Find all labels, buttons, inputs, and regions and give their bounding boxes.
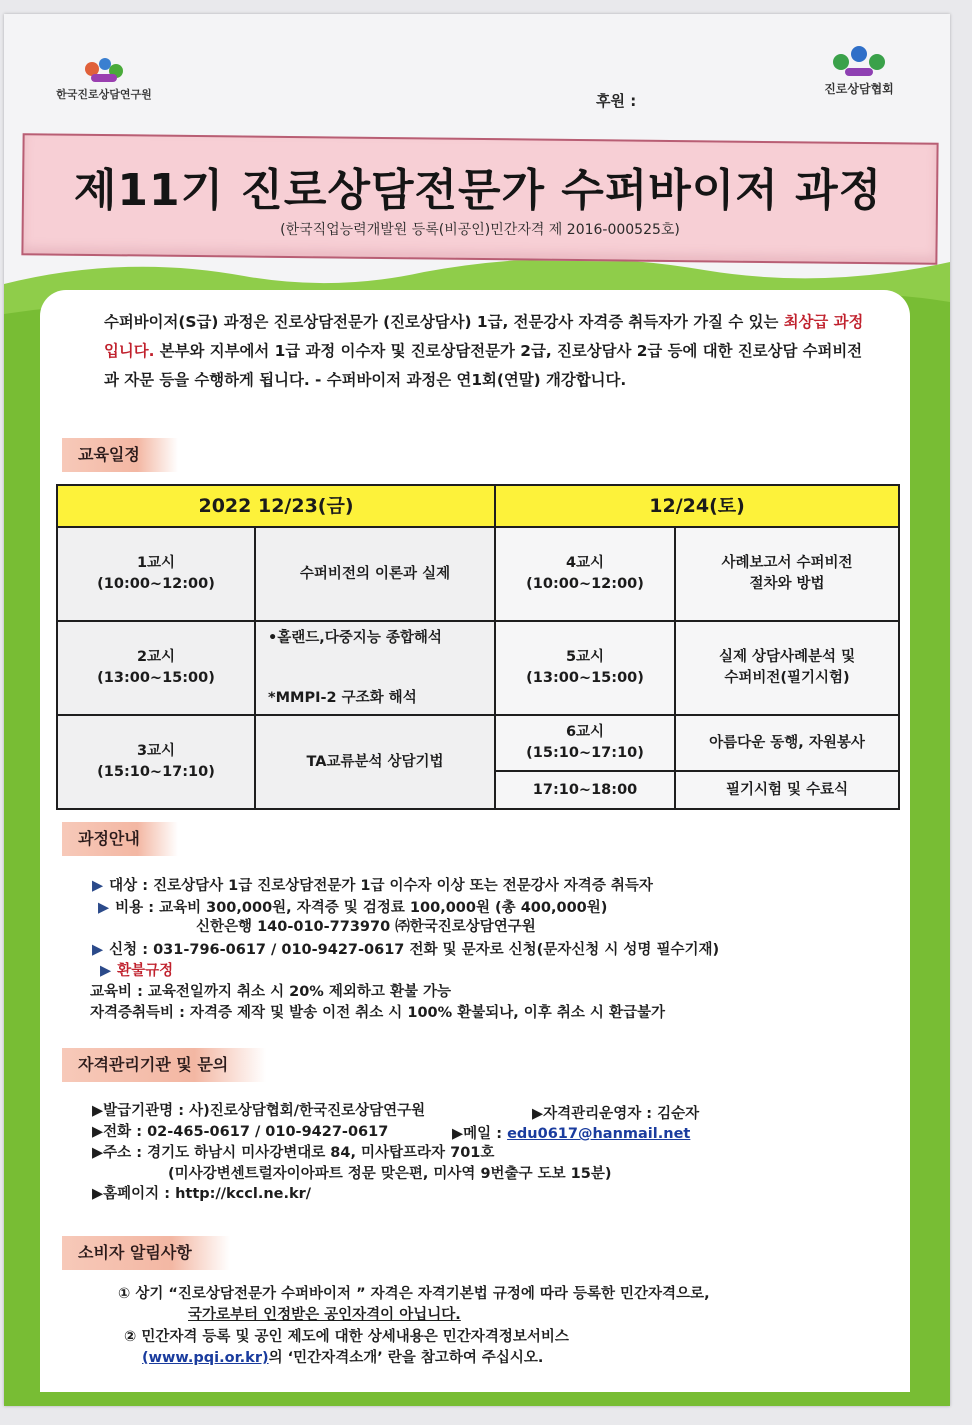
triangle-bullet-icon: ▶ bbox=[92, 1103, 104, 1119]
guide-apply: ▶ 신청 : 031-796-0617 / 010-9427-0617 전화 및 문자로 신청(문자신청 시 성명 필수기재) bbox=[92, 942, 720, 958]
topic-cell: •홀랜드,다중지능 종합해석 *MMPI-2 구조화 해석 bbox=[255, 621, 495, 715]
table-row bbox=[57, 621, 899, 715]
topic-cell: 사례보고서 수퍼비전 절차와 방법 bbox=[675, 527, 899, 621]
topic-cell: 실제 상담사례분석 및 수퍼비전(필기시험) bbox=[675, 621, 899, 715]
day1-header: 2022 12/23(금) bbox=[57, 485, 495, 527]
notice-item2-a: ② 민간자격 등록 및 공인 제도에 대한 상세내용은 민간자격정보서비스 bbox=[124, 1329, 569, 1345]
notice-item1-a: ① 상기 “진로상담전문가 수퍼바이저 ” 자격은 자격기본법 규정에 따라 등록한 민간자격으로, bbox=[118, 1286, 710, 1302]
contact-phone: ▶전화 : 02-465-0617 / 010-9427-0617 bbox=[92, 1124, 389, 1140]
guide-target: ▶ 대상 : 진로상담사 1급 진로상담전문가 1급 이수자 이상 또는 전문강사 자격증 취득자 bbox=[92, 878, 653, 894]
triangle-bullet-icon: ▶ bbox=[92, 1145, 104, 1161]
contact-manager: ▶자격관리운영자 : 김순자 bbox=[532, 1106, 700, 1122]
intro-paragraph bbox=[104, 308, 874, 395]
topic-cell: TA교류분석 상담기법 bbox=[255, 715, 495, 809]
notice-item2-b: (www.pqi.or.kr)의 ‘민간자격소개’ 란을 참고하여 주십시오. bbox=[142, 1350, 544, 1366]
schedule-header-row bbox=[57, 485, 899, 527]
logo-career-counseling-association bbox=[794, 44, 924, 97]
topic-cell: 아름다운 동행, 자원봉사 bbox=[675, 715, 899, 771]
page-subtitle: (한국직업능력개발원 등록(비공인)민간자격 제 2016-000525호) bbox=[280, 222, 680, 238]
section-schedule-header: 교육일정 bbox=[62, 438, 178, 472]
association-logo-icon bbox=[831, 44, 887, 78]
triangle-bullet-icon: ▶ bbox=[98, 900, 110, 916]
triangle-bullet-icon: ▶ bbox=[452, 1126, 464, 1142]
intro-text-2: 본부와 지부에서 1급 과정 이수자 및 진로상담전문가 2급, 진로상담사 2급 등에 대한 진로상담 수퍼비전과 자문 등을 수행하게 됩니다. - 수퍼바이저 과정은 연1회(연말) 개강합니다. bbox=[104, 342, 863, 389]
period-cell: 3교시 (15:10~17:10) bbox=[57, 715, 255, 809]
triangle-bullet-icon: ▶ bbox=[100, 963, 112, 979]
contact-homepage: ▶홈페이지 : http://kccl.ne.kr/ bbox=[92, 1186, 312, 1202]
guide-cost: ▶ 비용 : 교육비 300,000원, 자격증 및 검정료 100,000원 (총 400,000원) bbox=[98, 900, 608, 916]
period-cell: 2교시 (13:00~15:00) bbox=[57, 621, 255, 715]
contact-address-2: (미사강변센트럴자이아파트 정문 맞은편, 미사역 9번출구 도보 15분) bbox=[168, 1166, 612, 1182]
triangle-bullet-icon: ▶ bbox=[532, 1106, 544, 1122]
period-cell: 6교시 (15:10~17:10) bbox=[495, 715, 675, 771]
guide-refund-title: ▶ 환불규정 bbox=[100, 963, 174, 979]
section-guide-header: 과정안내 bbox=[62, 822, 178, 856]
page-title: 제11기 진로상담전문가 수퍼바이저 과정 bbox=[73, 165, 883, 216]
triangle-bullet-icon: ▶ bbox=[92, 878, 104, 894]
topic-cell: 수퍼비전의 이론과 실제 bbox=[255, 527, 495, 621]
sponsor-label: 후원 : bbox=[596, 92, 637, 110]
guide-refund-1: 교육비 : 교육전일까지 취소 시 20% 제외하고 환불 가능 bbox=[90, 984, 452, 1000]
mail-link[interactable]: edu0617@hanmail.net bbox=[507, 1126, 691, 1142]
day2-header: 12/24(토) bbox=[495, 485, 899, 527]
contact-mail: ▶메일 : edu0617@hanmail.net bbox=[452, 1126, 691, 1142]
notice-item1-b: 국가로부터 인정받은 공인자격이 아닙니다. bbox=[188, 1307, 461, 1323]
logo-korea-career-counseling-institute bbox=[34, 56, 174, 102]
triangle-bullet-icon: ▶ bbox=[92, 1186, 104, 1202]
table-row bbox=[57, 715, 899, 771]
contact-address-1: ▶주소 : 경기도 하남시 미사강변대로 84, 미사탑프라자 701호 bbox=[92, 1145, 495, 1161]
contact-issuer: ▶발급기관명 : 사)진로상담협회/한국진로상담연구원 bbox=[92, 1103, 426, 1119]
guide-bank: 신한은행 140-010-773970 ㈜한국진로상담연구원 bbox=[196, 919, 536, 935]
triangle-bullet-icon: ▶ bbox=[92, 942, 104, 958]
period-cell: 4교시 (10:00~12:00) bbox=[495, 527, 675, 621]
intro-text-1: 수퍼바이저(S급) 과정은 진로상담전문가 (진로상담사) 1급, 전문강사 자격증 취득자가 가질 수 있는 bbox=[104, 313, 784, 331]
pqi-link[interactable]: (www.pqi.or.kr) bbox=[142, 1350, 269, 1366]
intro-highlight: 최상급 과정입니다. bbox=[104, 313, 864, 360]
topic-cell: 필기시험 및 수료식 bbox=[675, 771, 899, 809]
period-cell: 1교시 (10:00~12:00) bbox=[57, 527, 255, 621]
schedule-table bbox=[56, 484, 900, 810]
institute-logo-icon bbox=[81, 56, 127, 84]
section-notice-header: 소비자 알림사항 bbox=[62, 1236, 230, 1270]
table-row bbox=[57, 527, 899, 621]
guide-refund-2: 자격증취득비 : 자격증 제작 및 발송 이전 취소 시 100% 환불되나, 이후 취소 시 환급불가 bbox=[90, 1005, 665, 1021]
triangle-bullet-icon: ▶ bbox=[92, 1124, 104, 1140]
org-left-name: 한국진로상담연구원 bbox=[56, 88, 152, 101]
period-cell: 5교시 (13:00~15:00) bbox=[495, 621, 675, 715]
section-contact-header: 자격관리기관 및 문의 bbox=[62, 1048, 266, 1082]
period-cell: 17:10~18:00 bbox=[495, 771, 675, 809]
org-right-name: 진로상담협회 bbox=[824, 82, 894, 96]
